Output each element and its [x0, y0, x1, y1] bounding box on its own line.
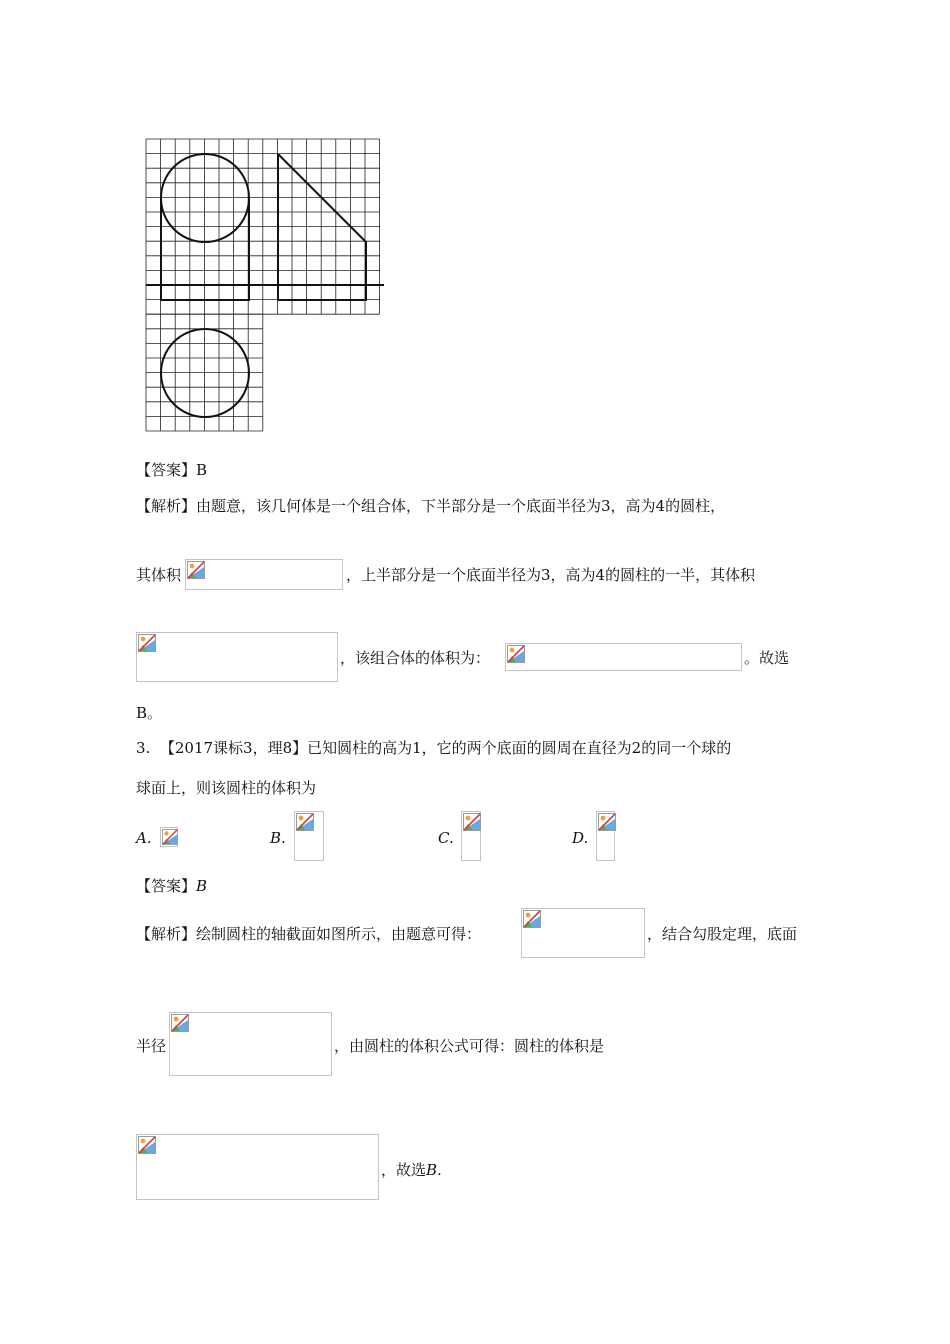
broken-image-icon: [507, 645, 525, 663]
question-number: 3.: [136, 739, 151, 757]
option-c-image: [461, 811, 481, 861]
formula-image-placeholder: [136, 632, 338, 682]
broken-image-icon: [296, 813, 314, 831]
broken-image-icon: [598, 813, 616, 831]
formula-image-placeholder: [505, 643, 742, 671]
analysis-text: 绘制圆柱的轴截面如图所示，由题意可得：: [196, 925, 482, 943]
formula-image-placeholder: [136, 1134, 379, 1200]
analysis-label: 【解析】: [136, 497, 197, 515]
broken-image-icon: [171, 1014, 189, 1032]
analysis-1-line-4: B。: [136, 704, 163, 722]
answer-value: B: [196, 461, 208, 479]
analysis-1-line-2a: 其体积: [136, 566, 182, 584]
broken-image-icon: [523, 910, 541, 928]
broken-image-icon: [463, 813, 481, 831]
analysis-2-line-2a: 半径: [136, 1037, 167, 1055]
analysis-2-line-3: [381, 1160, 442, 1180]
question-text: 已知圆柱的高为1，它的两个底面的圆周在直径为2的同一个球的: [307, 739, 732, 757]
analysis-2-line-1a: [136, 924, 481, 944]
formula-image-placeholder: [521, 908, 645, 958]
broken-image-icon: [162, 829, 178, 845]
analysis-2-line-2b: ，由圆柱的体积公式可得：圆柱的体积是: [334, 1037, 605, 1055]
analysis-1-line-3a: ，该组合体的体积为：: [340, 649, 491, 667]
analysis-1-line-2b: ，上半部分是一个底面半径为3，高为4的圆柱的一半，其体积: [346, 566, 756, 584]
analysis-2-line-1b: ，结合勾股定理，底面: [647, 925, 798, 943]
answer-label: 【答案】: [136, 461, 197, 479]
front-view-circle: [161, 154, 249, 242]
option-a-image: [160, 827, 178, 847]
answer-label: 【答案】: [136, 877, 197, 895]
answer-line-1: [136, 460, 207, 480]
option-c-label: C.: [438, 829, 454, 847]
broken-image-icon: [187, 561, 205, 579]
answer-line-2: [136, 876, 207, 896]
question-3-line-2: 球面上，则该圆柱的体积为: [136, 779, 317, 797]
option-a-label: A.: [136, 829, 152, 847]
option-b-image: [294, 811, 324, 861]
broken-image-icon: [138, 634, 156, 652]
option-b-label: B.: [270, 829, 286, 847]
option-d-image: [596, 811, 615, 861]
question-3-line-1: [136, 738, 731, 758]
analysis-1-line-1: [136, 496, 725, 516]
answer-value: B: [196, 877, 208, 895]
analysis-text: 由题意，该几何体是一个组合体，下半部分是一个底面半径为3，高为4的圆柱，: [196, 497, 726, 515]
formula-image-placeholder: [169, 1012, 332, 1076]
analysis-1-line-3b: 。故选: [744, 649, 790, 667]
three-view-figure: [144, 137, 386, 437]
option-d-label: D.: [572, 829, 589, 847]
answer-choice: B.: [426, 1161, 442, 1179]
analysis-label: 【解析】: [136, 925, 197, 943]
formula-image-placeholder: [185, 559, 343, 590]
analysis-text: ，故选: [381, 1161, 427, 1179]
broken-image-icon: [138, 1136, 156, 1154]
question-source: 【2017课标3，理8】: [159, 739, 308, 757]
